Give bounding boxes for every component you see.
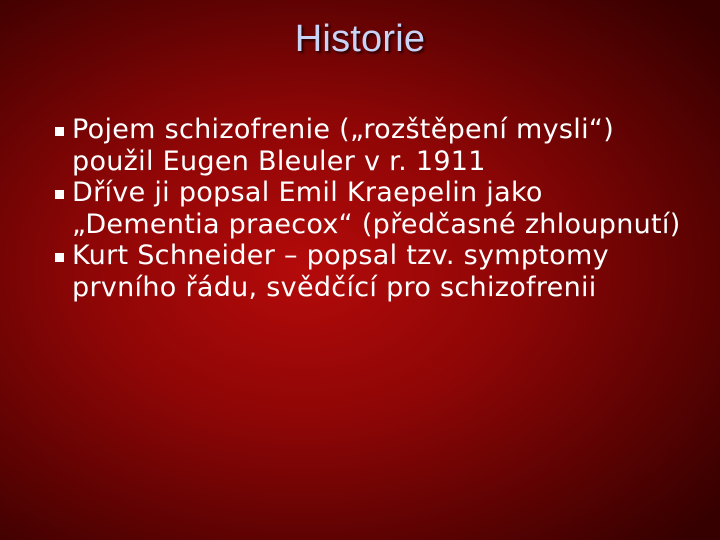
bullet-text: Pojem schizofrenie („rozštěpení mysli“) použil Eugen Bleuler v r. 1911 xyxy=(72,114,615,177)
bullet-item xyxy=(56,114,696,177)
square-bullet-icon xyxy=(55,127,64,136)
bullet-list xyxy=(56,114,696,303)
square-bullet-icon xyxy=(55,190,64,199)
bullet-item xyxy=(56,240,696,303)
bullet-text: Kurt Schneider – popsal tzv. symptomy prvního řádu, svědčící pro schizofrenii xyxy=(72,240,609,303)
square-bullet-icon xyxy=(55,253,64,262)
bullet-item xyxy=(56,177,696,240)
bullet-text: Dříve ji popsal Emil Kraepelin jako „Dementia praecox“ (předčasné zhloupnutí) xyxy=(72,177,681,240)
slide-title: Historie xyxy=(294,18,426,60)
